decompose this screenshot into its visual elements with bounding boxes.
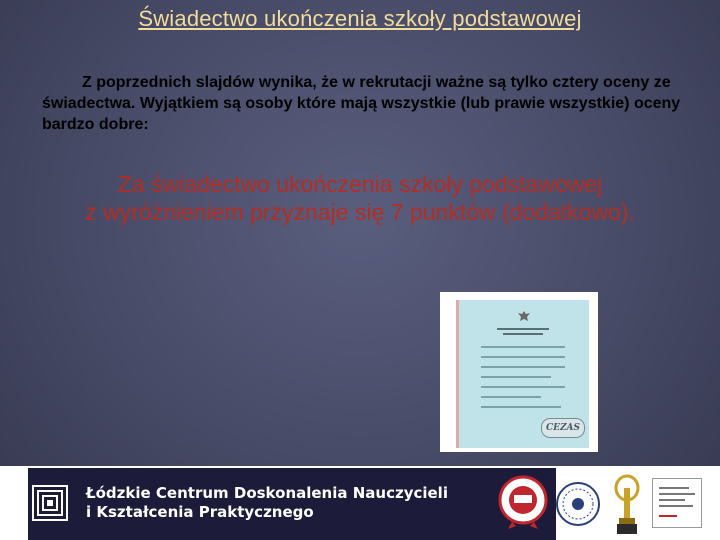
institution-logo-icon <box>32 485 68 521</box>
certificate-paper <box>456 300 589 448</box>
award-statuette-icon <box>612 474 642 536</box>
intro-paragraph: Z poprzednich slajdów wynika, że w rekrutacji ważne są tylko cztery oceny ze świadectwa. Wyjątkiem są osoby które mają wszystkie (lub prawie wszystkie) oceny bardzo dobre: <box>42 74 681 133</box>
eagle-emblem-icon <box>517 310 531 322</box>
organization-name-line-1: Łódzkie Centrum Doskonalenia Nauczycieli <box>86 484 448 502</box>
organization-name-line-2: i Kształcenia Praktycznego <box>86 503 314 521</box>
certificate-image <box>440 292 598 452</box>
certificate-thumbnail-icon <box>652 478 702 528</box>
quality-seal-icon <box>498 474 548 530</box>
highlight-text <box>0 170 720 226</box>
organization-name <box>86 484 448 522</box>
cezas-stamp: CEZAS <box>541 418 585 438</box>
highlight-line-2: z wyróżnieniem przyznaje się 7 punktów (dodatkowo). <box>85 199 635 225</box>
slide-title: Świadectwo ukończenia szkoły podstawowej <box>138 6 582 31</box>
accreditation-seal-icon <box>555 481 601 527</box>
highlight-line-1: Za świadectwo ukończenia szkoły podstawowej <box>117 171 603 197</box>
